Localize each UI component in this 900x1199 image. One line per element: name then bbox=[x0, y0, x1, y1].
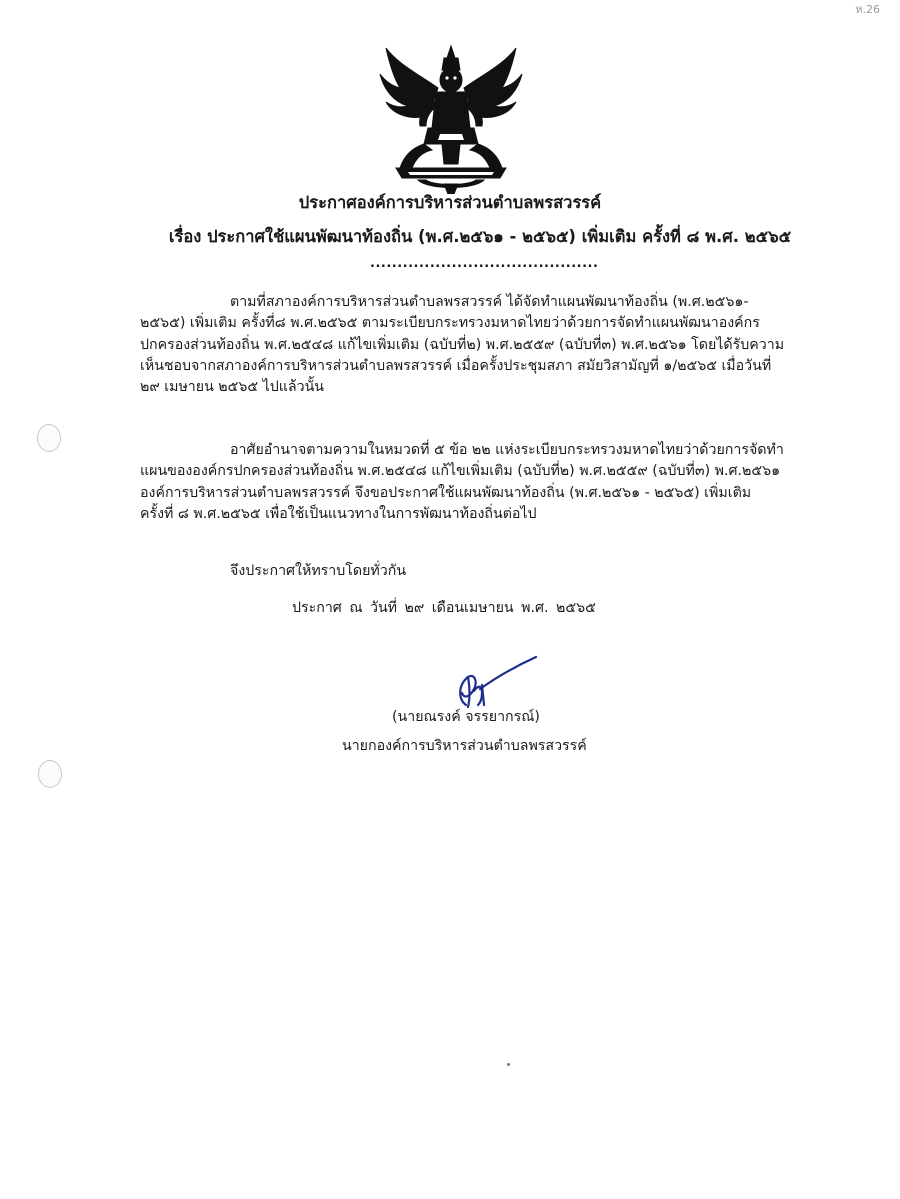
paragraph-line: องค์การบริหารส่วนตำบลพรสวรรค์ จึงขอประกาศใช้แผนพัฒนาท้องถิ่น (พ.ศ.๒๕๖๑ - ๒๕๖๕) เพิ่มเติม bbox=[140, 484, 752, 501]
punch-hole-top bbox=[37, 424, 61, 452]
punch-hole-bottom bbox=[38, 760, 62, 788]
signer-name: (นายณรงค์ จรรยากรณ์) bbox=[392, 709, 540, 725]
scan-speck bbox=[507, 1063, 510, 1066]
corner-mark: ห.26 bbox=[855, 3, 880, 16]
announcement-date: ประกาศ ณ วันที่ ๒๙ เดือนเมษายน พ.ศ. ๒๕๖๕ bbox=[292, 600, 596, 616]
paragraph-line: ๒๕๖๕) เพิ่มเติม ครั้งที่๘ พ.ศ.๒๕๖๕ ตามระเบียบกระทรวงมหาดไทยว่าด้วยการจัดทำแผนพัฒนาองค์กร bbox=[140, 315, 760, 332]
paragraph-line: ๒๙ เมษายน ๒๕๖๕ ไปแล้วนั้น bbox=[140, 379, 324, 396]
paragraph-line: อาศัยอำนาจตามความในหมวดที่ ๕ ข้อ ๒๒ แห่งระเบียบกระทรวงมหาดไทยว่าด้วยการจัดทำ bbox=[230, 442, 784, 458]
paragraph-line: เห็นชอบจากสภาองค์การบริหารส่วนตำบลพรสวรรค์ เมื่อครั้งประชุมสภา สมัยวิสามัญที่ ๑/๒๕๖๕ เมื่อวันที่ bbox=[140, 357, 772, 374]
document-subject: เรื่อง ประกาศใช้แผนพัฒนาท้องถิ่น (พ.ศ.๒๕๖๑ - ๒๕๖๕) เพิ่มเติม ครั้งที่ ๘ พ.ศ. ๒๕๖๕ bbox=[168, 227, 792, 246]
garuda-emblem-icon bbox=[378, 44, 524, 194]
paragraph-line: แผนขององค์กรปกครองส่วนท้องถิ่น พ.ศ.๒๕๔๘ แก้ไขเพิ่มเติม (ฉบับที่๒) พ.ศ.๒๕๕๙ (ฉบับที่๓) พ.ศ.๒๕๖๑ bbox=[140, 463, 781, 480]
signer-title: นายกองค์การบริหารส่วนตำบลพรสวรรค์ bbox=[342, 738, 587, 754]
closing-statement: จึงประกาศให้ทราบโดยทั่วกัน bbox=[230, 563, 407, 579]
paragraph-authority bbox=[140, 440, 784, 525]
title-separator: .......................................... bbox=[370, 256, 599, 271]
paragraph-line: ตามที่สภาองค์การบริหารส่วนตำบลพรสวรรค์ ได้จัดทำแผนพัฒนาท้องถิ่น (พ.ศ.๒๕๖๑- bbox=[230, 294, 749, 310]
document-title: ประกาศองค์การบริหารส่วนตำบลพรสวรรค์ bbox=[298, 193, 602, 212]
paragraph-background bbox=[140, 292, 785, 398]
paragraph-line: ครั้งที่ ๘ พ.ศ.๒๕๖๕ เพื่อใช้เป็นแนวทางในการพัฒนาท้องถิ่นต่อไป bbox=[140, 505, 537, 522]
paragraph-line: ปกครองส่วนท้องถิ่น พ.ศ.๒๕๔๘ แก้ไขเพิ่มเติม (ฉบับที่๒) พ.ศ.๒๕๕๙ (ฉบับที่๓) พ.ศ.๒๕๖๑ โดยได้รับความ bbox=[140, 336, 785, 353]
